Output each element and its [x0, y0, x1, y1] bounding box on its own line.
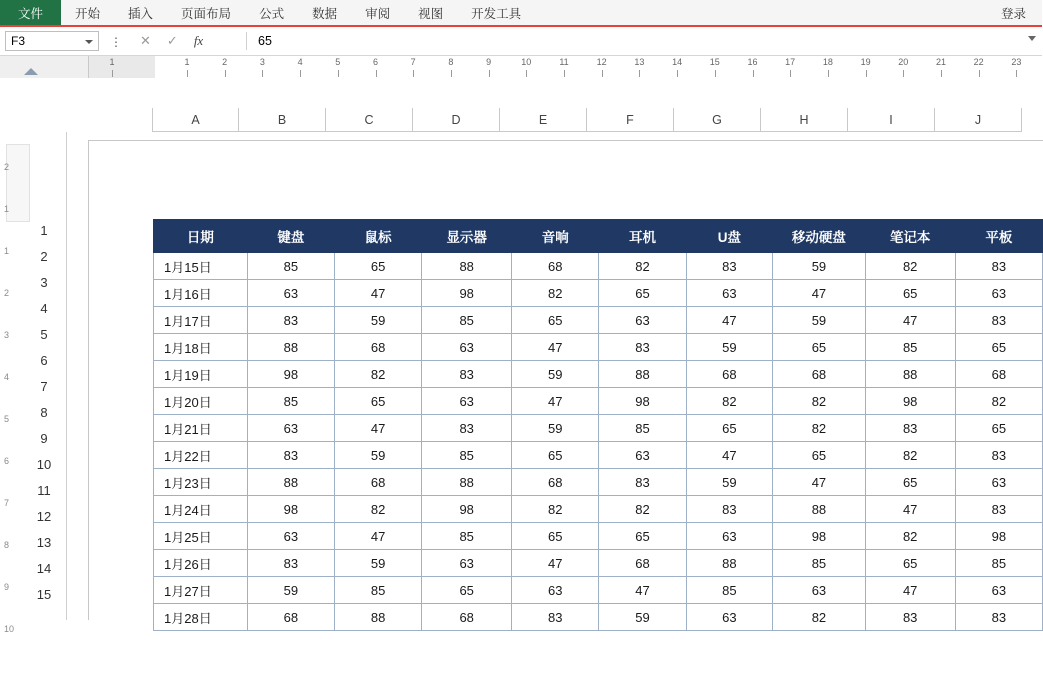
table-cell[interactable]: 47 — [865, 577, 955, 604]
table-cell[interactable]: 59 — [686, 334, 772, 361]
ruler-number: 6 — [372, 57, 379, 67]
table-cell[interactable]: 63 — [422, 334, 512, 361]
table-cell[interactable]: 1月22日 — [154, 442, 248, 469]
table-cell[interactable]: 65 — [955, 334, 1042, 361]
row-header-4[interactable]: 4 — [40, 301, 48, 316]
table-cell[interactable]: 83 — [422, 361, 512, 388]
table-cell[interactable]: 82 — [865, 523, 955, 550]
table-cell[interactable]: 1月23日 — [154, 469, 248, 496]
table-row[interactable] — [154, 280, 1043, 307]
table-cell[interactable]: 88 — [865, 361, 955, 388]
row-header-9[interactable]: 9 — [40, 431, 48, 446]
table-cell[interactable]: 82 — [773, 388, 866, 415]
ruler-tick — [903, 70, 904, 77]
table-cell[interactable]: 83 — [247, 442, 334, 469]
row-header-7[interactable]: 7 — [40, 379, 48, 394]
table-column-header: 平板 — [955, 220, 1042, 253]
table-cell[interactable]: 98 — [422, 496, 512, 523]
row-number-strip — [22, 132, 66, 620]
table-cell[interactable]: 59 — [686, 469, 772, 496]
table-cell[interactable]: 98 — [422, 280, 512, 307]
table-cell[interactable]: 85 — [247, 253, 334, 280]
table-cell[interactable]: 65 — [686, 415, 772, 442]
table-cell[interactable]: 65 — [955, 415, 1042, 442]
table-cell[interactable]: 85 — [335, 577, 422, 604]
table-cell[interactable]: 65 — [422, 577, 512, 604]
table-cell[interactable]: 65 — [512, 523, 599, 550]
vertical-ruler-number: 6 — [4, 456, 10, 466]
table-cell[interactable]: 65 — [512, 307, 599, 334]
table-cell[interactable]: 85 — [422, 523, 512, 550]
table-row[interactable] — [154, 307, 1043, 334]
ruler-tick — [828, 70, 829, 77]
ruler-tick — [489, 70, 490, 77]
sheet-page[interactable] — [88, 140, 1043, 626]
table-cell[interactable]: 83 — [422, 415, 512, 442]
table-row[interactable] — [154, 361, 1043, 388]
table-cell[interactable]: 85 — [865, 334, 955, 361]
ruler-tick — [941, 70, 942, 77]
table-cell[interactable]: 63 — [686, 280, 772, 307]
table-cell[interactable]: 83 — [599, 469, 686, 496]
table-cell[interactable]: 65 — [335, 253, 422, 280]
table-column-header: 日期 — [154, 220, 248, 253]
tab-data[interactable] — [298, 0, 351, 26]
table-cell[interactable]: 83 — [865, 415, 955, 442]
table-cell[interactable]: 47 — [512, 388, 599, 415]
table-row[interactable] — [154, 577, 1043, 604]
formula-bar-divider — [246, 32, 247, 50]
table-cell[interactable]: 68 — [422, 604, 512, 631]
tab-page-layout-label: 页面布局 — [181, 7, 232, 21]
column-header-c[interactable]: C — [326, 108, 413, 132]
check-icon[interactable]: ✓ — [166, 33, 178, 48]
ruler-number: 18 — [822, 57, 833, 67]
tab-data-label: 数据 — [312, 7, 338, 21]
row-header-15[interactable]: 15 — [36, 587, 52, 602]
table-cell[interactable]: 82 — [335, 361, 422, 388]
table-cell[interactable]: 98 — [865, 388, 955, 415]
ruler-tick — [979, 70, 980, 77]
ruler-number: 2 — [222, 57, 228, 67]
ruler-number: 19 — [860, 57, 871, 67]
table-column-header: U盘 — [686, 220, 772, 253]
table-cell[interactable]: 83 — [955, 496, 1042, 523]
column-header-d[interactable]: D — [413, 108, 500, 132]
name-box[interactable] — [5, 31, 99, 51]
table-cell[interactable]: 88 — [773, 496, 866, 523]
tab-formulas-label: 公式 — [259, 7, 285, 21]
vertical-ruler-number: 1 — [4, 204, 10, 214]
table-cell[interactable]: 98 — [599, 388, 686, 415]
table-cell[interactable]: 47 — [512, 334, 599, 361]
ribbon-tab-bar — [0, 0, 1042, 27]
vertical-ruler-number: 4 — [4, 372, 10, 382]
table-cell[interactable]: 65 — [335, 388, 422, 415]
table-cell[interactable]: 63 — [955, 469, 1042, 496]
table-header-row — [154, 220, 1043, 253]
table-cell[interactable]: 1月15日 — [154, 253, 248, 280]
horizontal-ruler[interactable] — [88, 56, 1043, 78]
table-cell[interactable]: 63 — [422, 388, 512, 415]
table-column-header: 键盘 — [247, 220, 334, 253]
chevron-down-icon-expand-formula-bar[interactable] — [1028, 36, 1036, 41]
tab-file-label: 文件 — [18, 7, 44, 21]
table-row[interactable] — [154, 334, 1043, 361]
table-cell[interactable]: 47 — [773, 280, 866, 307]
ruler-tick — [262, 70, 263, 77]
vertical-ruler-number: 8 — [4, 540, 10, 550]
ruler-tick — [602, 70, 603, 77]
table-cell[interactable]: 65 — [773, 334, 866, 361]
table-cell[interactable]: 47 — [865, 307, 955, 334]
vertical-ruler-number: 1 — [4, 246, 10, 256]
table-cell[interactable]: 83 — [512, 604, 599, 631]
column-headers — [152, 108, 1022, 132]
column-header-h[interactable]: H — [761, 108, 848, 132]
table-cell[interactable]: 1月26日 — [154, 550, 248, 577]
table-cell[interactable]: 1月27日 — [154, 577, 248, 604]
table-cell[interactable]: 59 — [599, 604, 686, 631]
table-cell[interactable]: 47 — [335, 280, 422, 307]
ruler-number: 16 — [747, 57, 758, 67]
table-cell[interactable]: 1月20日 — [154, 388, 248, 415]
column-header-g[interactable]: G — [674, 108, 761, 132]
ruler-number: 20 — [898, 57, 909, 67]
table-cell[interactable]: 1月24日 — [154, 496, 248, 523]
table-cell[interactable]: 63 — [422, 550, 512, 577]
ruler-corner — [0, 56, 88, 78]
table-cell[interactable]: 63 — [955, 280, 1042, 307]
close-icon[interactable]: ✕ — [140, 33, 151, 48]
table-cell[interactable]: 63 — [512, 577, 599, 604]
table-cell[interactable]: 68 — [773, 361, 866, 388]
name-box-value: F3 — [11, 34, 26, 48]
table-cell[interactable]: 63 — [247, 523, 334, 550]
margin-marker-icon — [24, 68, 38, 75]
tab-page-layout[interactable] — [167, 0, 245, 26]
table-cell[interactable]: 1月16日 — [154, 280, 248, 307]
column-header-row — [0, 108, 1042, 132]
table-column-header: 笔记本 — [865, 220, 955, 253]
table-cell[interactable]: 83 — [247, 307, 334, 334]
table-cell[interactable]: 65 — [599, 280, 686, 307]
table-cell[interactable]: 63 — [686, 604, 772, 631]
column-header-a[interactable]: A — [152, 108, 239, 132]
column-header-j[interactable]: J — [935, 108, 1022, 132]
table-cell[interactable]: 85 — [422, 307, 512, 334]
column-header-b[interactable]: B — [239, 108, 326, 132]
table-cell[interactable]: 63 — [955, 577, 1042, 604]
ruler-tick — [753, 70, 754, 77]
table-cell[interactable]: 82 — [599, 496, 686, 523]
data-table[interactable] — [153, 219, 1043, 631]
table-cell[interactable]: 85 — [599, 415, 686, 442]
ruler-tick — [790, 70, 791, 77]
ruler-number: 4 — [297, 57, 303, 67]
row-header-13[interactable]: 13 — [36, 535, 52, 550]
table-cell[interactable]: 88 — [247, 334, 334, 361]
table-cell[interactable]: 82 — [865, 442, 955, 469]
row-header-1[interactable]: 1 — [40, 223, 48, 238]
login-label: 登录 — [1000, 7, 1026, 21]
row-header-2[interactable]: 2 — [40, 249, 48, 264]
table-row[interactable] — [154, 253, 1043, 280]
table-column-header: 移动硬盘 — [773, 220, 866, 253]
table-cell[interactable]: 68 — [512, 253, 599, 280]
table-cell[interactable]: 65 — [865, 280, 955, 307]
table-cell[interactable]: 63 — [599, 442, 686, 469]
table-cell[interactable]: 83 — [865, 604, 955, 631]
table-column-header: 音响 — [512, 220, 599, 253]
table-cell[interactable]: 59 — [512, 361, 599, 388]
table-cell[interactable]: 82 — [773, 604, 866, 631]
tab-insert[interactable] — [114, 0, 167, 26]
ruler-number: 11 — [559, 57, 569, 67]
table-cell[interactable]: 63 — [599, 307, 686, 334]
ruler-number: 17 — [785, 57, 796, 67]
table-cell[interactable]: 83 — [247, 550, 334, 577]
table-cell[interactable]: 59 — [335, 307, 422, 334]
table-cell[interactable]: 47 — [599, 577, 686, 604]
table-cell[interactable]: 85 — [247, 388, 334, 415]
ruler-number: 15 — [709, 57, 720, 67]
table-column-header: 耳机 — [599, 220, 686, 253]
table-cell[interactable]: 1月17日 — [154, 307, 248, 334]
row-header-3[interactable]: 3 — [40, 275, 48, 290]
function-icon[interactable]: fx — [193, 33, 204, 48]
tab-developer[interactable] — [457, 0, 535, 26]
table-cell[interactable]: 47 — [686, 307, 772, 334]
vertical-ruler-number: 2 — [4, 162, 10, 172]
table-row[interactable] — [154, 415, 1043, 442]
table-body — [154, 253, 1043, 631]
table-cell[interactable]: 63 — [247, 415, 334, 442]
ruler-number: 22 — [973, 57, 984, 67]
table-cell[interactable]: 65 — [512, 442, 599, 469]
table-cell[interactable]: 59 — [512, 415, 599, 442]
tab-home[interactable] — [61, 0, 114, 26]
table-cell[interactable]: 88 — [422, 253, 512, 280]
table-cell[interactable]: 59 — [247, 577, 334, 604]
table-row[interactable] — [154, 388, 1043, 415]
table-row[interactable] — [154, 442, 1043, 469]
table-cell[interactable]: 47 — [512, 550, 599, 577]
column-header-f[interactable]: F — [587, 108, 674, 132]
table-cell[interactable]: 82 — [335, 496, 422, 523]
tab-view-label: 视图 — [418, 7, 444, 21]
table-cell[interactable]: 68 — [335, 469, 422, 496]
table-cell[interactable]: 98 — [247, 361, 334, 388]
table-cell[interactable]: 88 — [335, 604, 422, 631]
ruler-number: 12 — [596, 57, 607, 67]
ruler-tick — [866, 70, 867, 77]
table-cell[interactable]: 68 — [955, 361, 1042, 388]
table-cell[interactable]: 63 — [773, 577, 866, 604]
table-cell[interactable]: 83 — [686, 253, 772, 280]
column-header-e[interactable]: E — [500, 108, 587, 132]
vertical-ruler-number: 3 — [4, 330, 10, 340]
ruler-number: 1 — [109, 57, 115, 67]
formula-input[interactable] — [258, 32, 1016, 50]
table-cell[interactable]: 65 — [773, 442, 866, 469]
table-cell[interactable]: 82 — [865, 253, 955, 280]
ruler-tick — [677, 70, 678, 77]
table-cell[interactable]: 85 — [422, 442, 512, 469]
table-cell[interactable]: 85 — [686, 577, 772, 604]
ruler-tick — [564, 70, 565, 77]
table-cell[interactable]: 68 — [512, 469, 599, 496]
ruler-tick — [187, 70, 188, 77]
table-cell[interactable]: 82 — [512, 280, 599, 307]
ruler-tick — [300, 70, 301, 77]
table-row[interactable] — [154, 469, 1043, 496]
table-cell[interactable]: 82 — [773, 415, 866, 442]
table-cell[interactable]: 1月19日 — [154, 361, 248, 388]
table-cell[interactable]: 83 — [955, 253, 1042, 280]
table-cell[interactable]: 63 — [686, 523, 772, 550]
vertical-ruler-number: 5 — [4, 414, 10, 424]
row-header-14[interactable]: 14 — [36, 561, 52, 576]
tab-insert-label: 插入 — [128, 7, 154, 21]
ruler-number: 9 — [486, 57, 492, 67]
table-cell[interactable]: 1月28日 — [154, 604, 248, 631]
ruler-number: 23 — [1011, 57, 1022, 67]
table-cell[interactable]: 82 — [512, 496, 599, 523]
ribbon-tabs — [0, 0, 535, 26]
row-header-6[interactable]: 6 — [40, 353, 48, 368]
column-header-gutter — [0, 108, 88, 132]
ruler-tick — [639, 70, 640, 77]
vertical-ruler-number: 2 — [4, 288, 10, 298]
formula-input-value: 65 — [258, 34, 272, 48]
table-cell[interactable]: 88 — [599, 361, 686, 388]
ruler-number: 7 — [410, 57, 416, 67]
table-cell[interactable]: 47 — [686, 442, 772, 469]
ruler-number: 13 — [634, 57, 645, 67]
ruler-tick — [451, 70, 452, 77]
table-row[interactable] — [154, 550, 1043, 577]
ruler-number: 21 — [935, 57, 947, 67]
login-button[interactable] — [1001, 0, 1026, 26]
table-row[interactable] — [154, 496, 1043, 523]
ruler-tick — [338, 70, 339, 77]
table-cell[interactable]: 47 — [335, 415, 422, 442]
ruler-number: 10 — [521, 57, 532, 67]
table-row[interactable] — [154, 604, 1043, 631]
tab-view[interactable] — [404, 0, 457, 26]
chevron-down-icon[interactable] — [85, 40, 93, 44]
row-header-12[interactable]: 12 — [36, 509, 52, 524]
tab-review-label: 审阅 — [365, 7, 391, 21]
table-cell[interactable]: 65 — [865, 469, 955, 496]
table-cell[interactable]: 59 — [773, 307, 866, 334]
table-row[interactable] — [154, 523, 1043, 550]
table-cell[interactable]: 47 — [773, 469, 866, 496]
table-cell[interactable]: 85 — [773, 550, 866, 577]
table-cell[interactable]: 98 — [773, 523, 866, 550]
ruler-tick — [526, 70, 527, 77]
formula-bar — [0, 27, 1042, 56]
table-cell[interactable]: 47 — [865, 496, 955, 523]
table-cell[interactable]: 88 — [247, 469, 334, 496]
table-cell[interactable]: 59 — [335, 442, 422, 469]
vertical-ruler-number: 7 — [4, 498, 10, 508]
vertical-ruler-number: 10 — [4, 624, 15, 634]
table-cell[interactable]: 59 — [335, 550, 422, 577]
row-header-5[interactable]: 5 — [40, 327, 48, 342]
table-cell[interactable]: 68 — [599, 550, 686, 577]
table-cell[interactable]: 68 — [686, 361, 772, 388]
table-cell[interactable]: 1月25日 — [154, 523, 248, 550]
table-cell[interactable]: 83 — [955, 307, 1042, 334]
ruler-number: 1 — [184, 57, 190, 67]
ruler-number: 14 — [672, 57, 683, 67]
table-cell[interactable]: 83 — [686, 496, 772, 523]
table-cell[interactable]: 83 — [955, 442, 1042, 469]
table-cell[interactable]: 1月21日 — [154, 415, 248, 442]
ruler-tick — [715, 70, 716, 77]
row-header-11[interactable]: 11 — [37, 483, 51, 498]
table-cell[interactable]: 83 — [599, 334, 686, 361]
table-cell[interactable]: 88 — [686, 550, 772, 577]
table-cell[interactable]: 88 — [422, 469, 512, 496]
table-cell[interactable]: 82 — [686, 388, 772, 415]
tab-developer-label: 开发工具 — [471, 7, 522, 21]
ruler-number: 5 — [335, 57, 341, 67]
tab-home-label: 开始 — [75, 7, 101, 21]
formula-bar-icons — [140, 31, 240, 51]
left-gutter — [0, 132, 88, 634]
gutter-divider — [66, 132, 67, 620]
table-cell[interactable]: 65 — [599, 523, 686, 550]
table-cell[interactable]: 47 — [335, 523, 422, 550]
table-column-header: 显示器 — [422, 220, 512, 253]
table-cell[interactable]: 82 — [955, 388, 1042, 415]
row-header-10[interactable]: 10 — [36, 457, 52, 472]
ruler-tick — [225, 70, 226, 77]
table-cell[interactable]: 68 — [247, 604, 334, 631]
tab-formulas[interactable] — [245, 0, 298, 26]
row-header-8[interactable]: 8 — [40, 405, 48, 420]
table-cell[interactable]: 98 — [247, 496, 334, 523]
table-column-header: 鼠标 — [335, 220, 422, 253]
table-cell[interactable]: 98 — [955, 523, 1042, 550]
table-cell[interactable]: 85 — [955, 550, 1042, 577]
table-cell[interactable]: 65 — [865, 550, 955, 577]
table-cell[interactable]: 83 — [955, 604, 1042, 631]
more-options-icon[interactable]: ⋮ — [110, 35, 122, 49]
ruler-tick — [112, 70, 113, 77]
tab-review[interactable] — [351, 0, 404, 26]
ruler-tick — [376, 70, 377, 77]
vertical-ruler-number: 9 — [4, 582, 10, 592]
table-cell[interactable]: 68 — [335, 334, 422, 361]
table-cell[interactable]: 63 — [247, 280, 334, 307]
ruler-tick — [413, 70, 414, 77]
tab-file[interactable] — [0, 0, 61, 26]
table-cell[interactable]: 82 — [599, 253, 686, 280]
ruler-number: 8 — [448, 57, 454, 67]
ruler-row — [0, 56, 1042, 78]
column-header-i[interactable]: I — [848, 108, 935, 132]
ruler-tick — [1016, 70, 1017, 77]
table-cell[interactable]: 59 — [773, 253, 866, 280]
table-cell[interactable]: 1月18日 — [154, 334, 248, 361]
ruler-number: 3 — [259, 57, 265, 67]
